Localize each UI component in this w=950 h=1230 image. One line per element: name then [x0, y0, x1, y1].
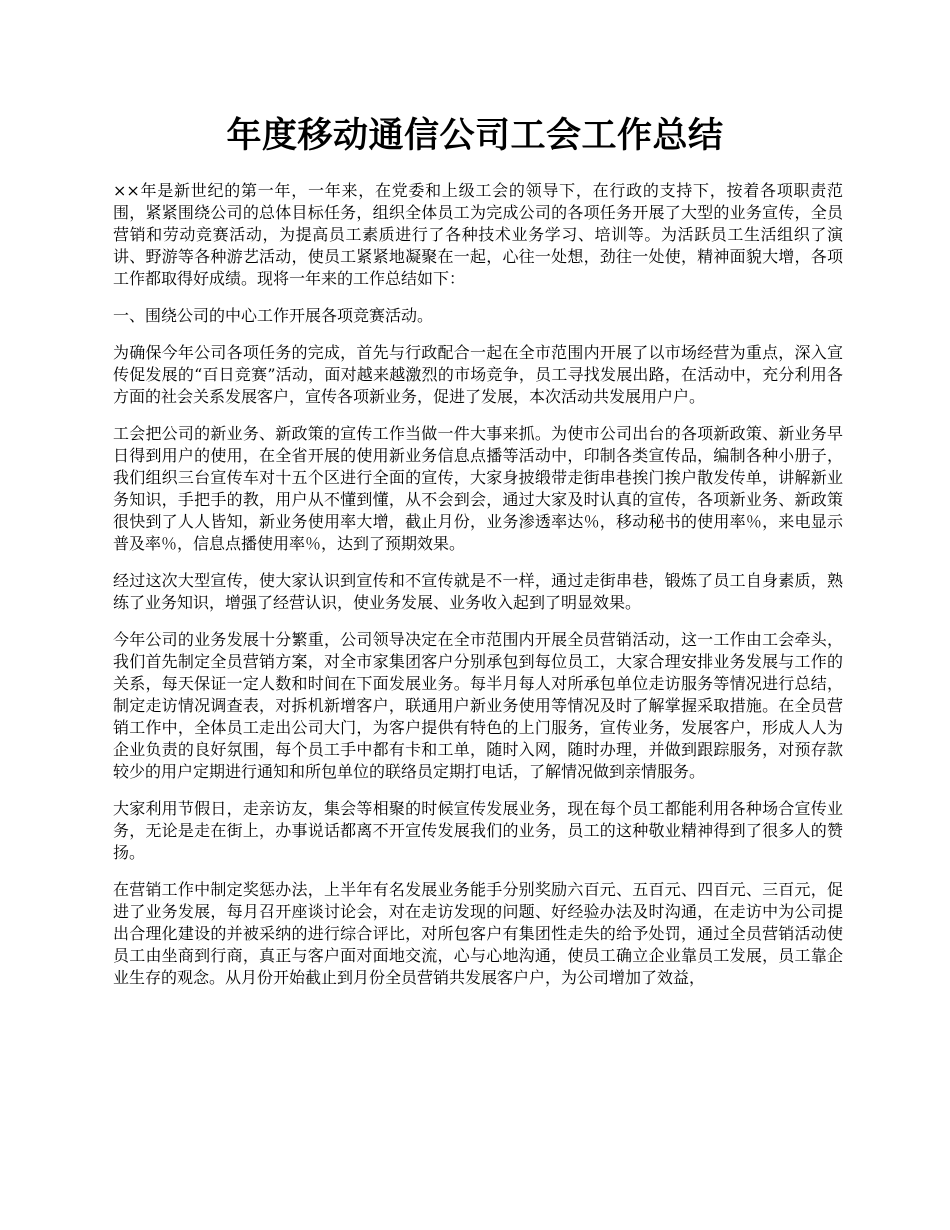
paragraph-full-marketing: 今年公司的业务发展十分繁重，公司领导决定在全市范围内开展全员营销活动，这一工作由工会牵头，我们首先制定全员营销方案，对全市家集团客户分别承包到每位员工，大家合理安排业务发展与工作的关系，每天保证一定人数和时间在下面发展业务。每半月每人对所承包单位走访服务等情况进行总结，制定走访情况调查表，对拆机新增客户，联通用户新业务使用等情况及时了解掌握采取措施。在全员营销工作中，全体员工走出公司大门，为客户提供有特色的上门服务，宣传业务，发展客户，形成人人为企业负责的良好氛围，每个员工手中都有卡和工单，随时入网，随时办理，并做到跟踪服务，对预存款较少的用户定期进行通知和所包单位的联络员定期打电话，了解情况做到亲情服务。 — [113, 630, 843, 781]
paragraph-intro: ××年是新世纪的第一年，一年来，在党委和上级工会的领导下，在行政的支持下，按着各项职责范围，紧紧围绕公司的总体目标任务，组织全体员工为完成公司的各项任务开展了大型的业务宣传，全员营销和劳动竞赛活动，为提高员工素质进行了各种技术业务学习、培训等。为活跃员工生活组织了演讲、野游等各种游艺活动，使员工紧紧地凝聚在一起，心往一处想，劲往一处使，精神面貌大增，各项工作都取得好成绩。现将一年来的工作总结如下： — [113, 181, 843, 288]
paragraph-publicity: 工会把公司的新业务、新政策的宣传工作当做一件大事来抓。为使市公司出台的各项新政策、新业务早日得到用户的使用，在全省开展的使用新业务信息点播等活动中，印制各类宣传品，编制各种小册子，我们组织三台宣传车对十五个区进行全面的宣传，大家身披缎带走街串巷挨门挨户散发传单，讲解新业务知识，手把手的教，用户从不懂到懂，从不会到会，通过大家及时认真的宣传，各项新业务、新政策很快到了人人皆知，新业务使用率大增，截止月份，业务渗透率达％，移动秘书的使用率％，来电显示普及率％，信息点播使用率％，达到了预期效果。 — [113, 424, 843, 553]
paragraph-rewards: 在营销工作中制定奖惩办法，上半年有名发展业务能手分别奖励六百元、五百元、四百元、三百元，促进了业务发展，每月召开座谈讨论会，对在走访发现的问题、好经验办法及时沟通，在走访中为公司提出合理化建设的并被采纳的进行综合评比，对所包客户有集团性走失的给予处罚，通过全员营销活动使员工由坐商到行商，真正与客户面对面地交流，心与心地沟通，使员工确立企业靠员工发展，员工靠企业生存的观念。从月份开始截止到月份全员营销共发展客户户，为公司增加了效益， — [113, 880, 843, 987]
section-heading-1: 一、围绕公司的中心工作开展各项竞赛活动。 — [113, 306, 434, 325]
paragraph-competition: 为确保今年公司各项任务的完成，首先与行政配合一起在全市范围内开展了以市场经营为重点，深入宣传促发展的“百日竞赛”活动，面对越来越激烈的市场竞争，员工寻找发展出路，在活动中，充分利用各方面的社会关系发展客户，宣传各项新业务，促进了发展，本次活动共发展用户户。 — [113, 343, 843, 406]
paragraph-holiday-promotion: 大家利用节假日，走亲访友，集会等相聚的时候宣传发展业务，现在每个员工都能利用各种场合宣传业务，无论是走在街上，办事说话都离不开宣传发展我们的业务，员工的这种敬业精神得到了很多人的赞扬。 — [113, 799, 843, 862]
document-title: 年度移动通信公司工会工作总结 — [226, 116, 724, 156]
document-body — [113, 180, 843, 1004]
paragraph-publicity-effect: 经过这次大型宣传，使大家认识到宣传和不宣传就是不一样，通过走街串巷，锻炼了员工自身素质，熟练了业务知识，增强了经营认识，使业务发展、业务收入起到了明显效果。 — [113, 571, 843, 612]
